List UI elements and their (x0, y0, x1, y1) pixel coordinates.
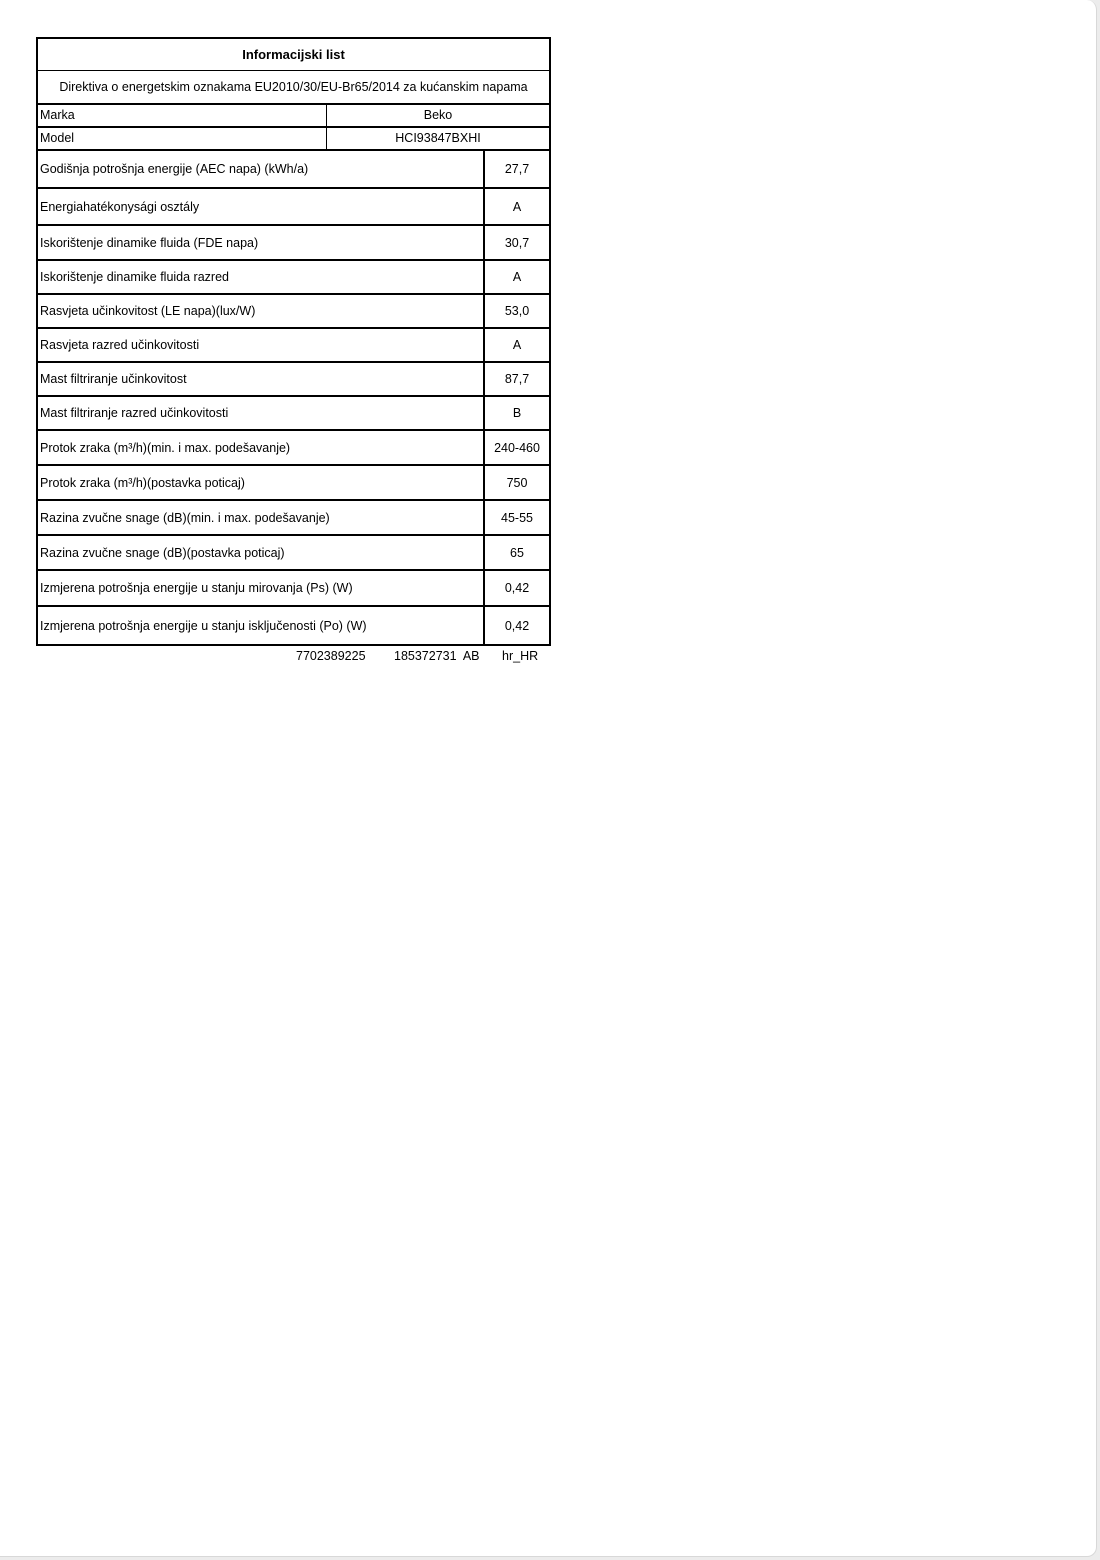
table-row (38, 536, 549, 571)
footer-locale: hr_HR (502, 649, 539, 663)
row-label: Razina zvučne snage (dB)(postavka poticaj) (38, 536, 485, 569)
table-row (38, 397, 549, 431)
row-label: Mast filtriranje razred učinkovitosti (38, 397, 485, 429)
row-value: A (512, 338, 522, 352)
row-label: Energiahatékonysági osztály (38, 189, 485, 224)
row-value: B (512, 406, 522, 420)
row-label: Protok zraka (m³/h)(postavka poticaj) (38, 466, 485, 499)
row-label: Rasvjeta učinkovitost (LE napa)(lux/W) (38, 295, 485, 327)
table-row (38, 226, 549, 261)
table-row (38, 466, 549, 501)
table-row (38, 189, 549, 226)
information-sheet-table (36, 37, 551, 646)
row-label: Izmjerena potrošnja energije u stanju mirovanja (Ps) (W) (38, 571, 485, 605)
footer-code-2: 185372731 AB (394, 649, 480, 663)
row-value: 87,7 (504, 372, 530, 386)
row-label: Mast filtriranje učinkovitost (38, 363, 485, 395)
footer-code-1: 7702389225 (296, 649, 366, 663)
table-row (38, 329, 549, 363)
directive-text: Direktiva o energetskim oznakama EU2010/30/EU-Br65/2014 za kućanskim napama (38, 71, 549, 105)
row-value: 240-460 (494, 440, 540, 455)
table-row (38, 571, 549, 607)
row-label: Protok zraka (m³/h)(min. i max. podešavanje) (38, 431, 485, 464)
table-row (38, 261, 549, 295)
table-row (38, 363, 549, 397)
table-row (38, 501, 549, 536)
row-label: Rasvjeta razred učinkovitosti (38, 329, 485, 361)
row-value: A (512, 199, 522, 214)
model-row (38, 128, 549, 151)
brand-row (38, 105, 549, 128)
table-row (38, 607, 549, 644)
row-value: 0,42 (504, 581, 530, 595)
brand-label: Marka (38, 105, 327, 126)
row-value: 65 (510, 545, 524, 560)
table-row (38, 431, 549, 466)
model-label: Model (38, 128, 327, 149)
row-label: Izmjerena potrošnja energije u stanju isključenosti (Po) (W) (38, 607, 485, 644)
row-value: 30,7 (504, 235, 530, 250)
row-value: 750 (506, 475, 528, 490)
row-value: 53,0 (504, 304, 530, 318)
row-value: 27,7 (504, 162, 530, 176)
brand-value: Beko (423, 108, 453, 122)
table-row (38, 295, 549, 329)
sheet-title: Informacijski list (38, 39, 549, 71)
row-label: Razina zvučne snage (dB)(min. i max. podešavanje) (38, 501, 485, 534)
row-label: Iskorištenje dinamike fluida (FDE napa) (38, 226, 485, 259)
row-label: Godišnja potrošnja energije (AEC napa) (kWh/a) (38, 151, 485, 187)
table-row (38, 151, 549, 189)
row-value: 0,42 (504, 618, 530, 633)
row-label: Iskorištenje dinamike fluida razred (38, 261, 485, 293)
row-value: 45-55 (501, 510, 533, 525)
row-value: A (512, 270, 522, 284)
model-value: HCI93847BXHI (395, 131, 481, 145)
